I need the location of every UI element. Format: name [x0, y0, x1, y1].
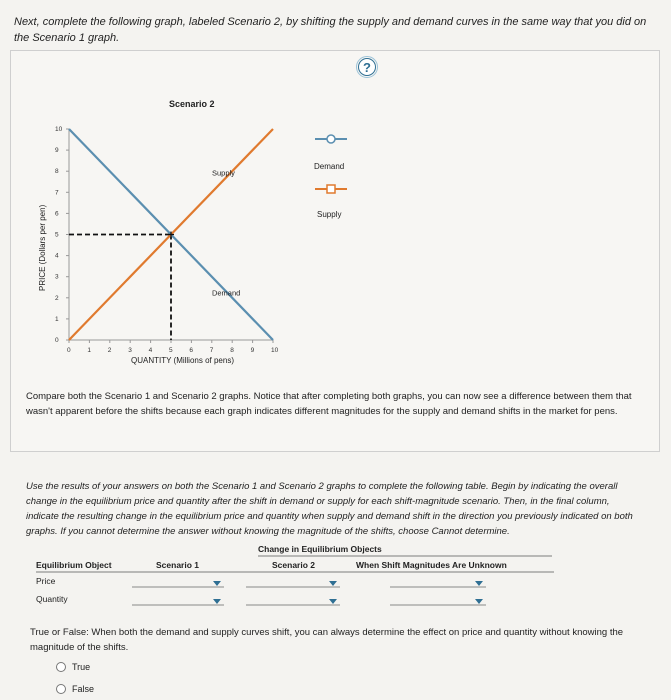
x-axis-label: QUANTITY (Millions of pens): [131, 356, 234, 365]
y-tick-label: 6: [55, 210, 59, 218]
y-tick-label: 4: [55, 252, 59, 260]
instructions-text: Use the results of your answers on both the Scenario 1 and Scenario 2 graphs to complete the following table. Begin by indicating the overall change in the equilibrium price and quantity after the shift in demand or supply for each shift-magnitude scenario. Then, in the final column, indicate the resulting change in the equilibrium price and quantity when supply and demand shift in the direction you previously indicated on both graphs. If you cannot determine the answer without knowing the magnitude of the shifts, choose Cannot determine.: [26, 481, 633, 537]
chevron-down-icon: [329, 581, 337, 586]
quantity-scenario-2-dropdown[interactable]: [246, 599, 340, 605]
quantity-scenario-1-dropdown[interactable]: [132, 599, 224, 605]
option-false-label: False: [72, 684, 95, 694]
chevron-down-icon: [329, 599, 337, 604]
chevron-down-icon: [213, 599, 221, 604]
y-axis-label: PRICE (Dollars per pen): [38, 204, 47, 291]
x-tick-label: 4: [148, 347, 153, 354]
y-tick-label: 3: [55, 273, 59, 281]
supply-tool-label: Supply: [317, 210, 342, 219]
col-header-scenario-1: Scenario 1: [156, 560, 199, 570]
price-scenario-2-dropdown[interactable]: [246, 581, 340, 587]
chart-lines: [69, 129, 273, 340]
price-scenario-1-dropdown[interactable]: [132, 581, 224, 587]
true-false-question: True or False: When both the demand and supply curves shift, you can always determine the effect on price and quantity without knowing the magnitude of the shifts.: [30, 627, 624, 653]
col-header-object: Equilibrium Object: [36, 560, 112, 570]
x-tick-label: 2: [107, 347, 112, 354]
demand-tool[interactable]: [314, 135, 347, 171]
chevron-down-icon: [475, 599, 483, 604]
demand-curve-label: Demand: [211, 288, 241, 298]
x-tick-label: 0: [67, 347, 71, 354]
radio-true[interactable]: [56, 662, 66, 672]
row-label-quantity: Quantity: [36, 594, 68, 604]
x-tick-label: 10: [271, 347, 279, 354]
x-tick-label: 9: [250, 347, 255, 354]
x-tick-label: 3: [128, 347, 132, 354]
chevron-down-icon: [213, 581, 221, 586]
radio-false[interactable]: [56, 684, 66, 694]
compare-text: Compare both the Scenario 1 and Scenario 2 graphs. Notice that after completing both graphs, you can now see a difference between them that wasn't apparent before the shifts because each graph indicates different magnitudes for the supply and demand shifts in the market for pens.: [26, 391, 632, 417]
supply-tool[interactable]: [315, 185, 347, 219]
y-tick-label: 8: [55, 168, 59, 176]
option-false[interactable]: [56, 684, 94, 694]
scenario-2-chart: [11, 81, 659, 411]
supply-tool-square-icon: [327, 185, 335, 193]
x-tick-label: 1: [87, 347, 92, 354]
y-tick-label: 7: [55, 189, 59, 197]
table-group-header: Change in Equilibrium Objects: [258, 544, 382, 554]
x-tick-label: 8: [230, 347, 234, 354]
row-label-price: Price: [36, 576, 56, 586]
chart-title: Scenario 2: [169, 99, 215, 109]
supply-curve-label: Supply: [212, 168, 235, 178]
y-tick-label: 5: [55, 231, 59, 239]
y-tick-label: 10: [55, 126, 63, 133]
intro-text: Next, complete the following graph, labeled Scenario 2, by shifting the supply and demand curves in the same way that you did on the Scenario 1 graph.: [14, 16, 647, 44]
x-tick-label: 6: [189, 347, 194, 354]
demand-tool-circle-icon: [327, 135, 335, 143]
demand-tool-label: Demand: [314, 162, 345, 171]
y-tick-label: 9: [55, 147, 59, 155]
chevron-down-icon: [475, 581, 483, 586]
help-button[interactable]: [358, 58, 376, 76]
option-true-label: True: [72, 662, 91, 672]
quantity-unknown-dropdown[interactable]: [390, 599, 486, 605]
results-table-drawing: [34, 540, 634, 610]
y-tick-label: 0: [55, 337, 59, 344]
price-unknown-dropdown[interactable]: [390, 581, 486, 587]
x-tick-label: 5: [169, 347, 173, 354]
results-table: [34, 540, 634, 610]
col-header-unknown: When Shift Magnitudes Are Unknown: [356, 560, 507, 570]
x-tick-label: 7: [209, 347, 214, 354]
help-icon: ?: [363, 59, 371, 75]
option-true[interactable]: [56, 662, 90, 672]
col-header-scenario-2: Scenario 2: [272, 560, 315, 570]
y-tick-label: 2: [55, 294, 59, 302]
y-tick-label: 1: [55, 315, 59, 323]
